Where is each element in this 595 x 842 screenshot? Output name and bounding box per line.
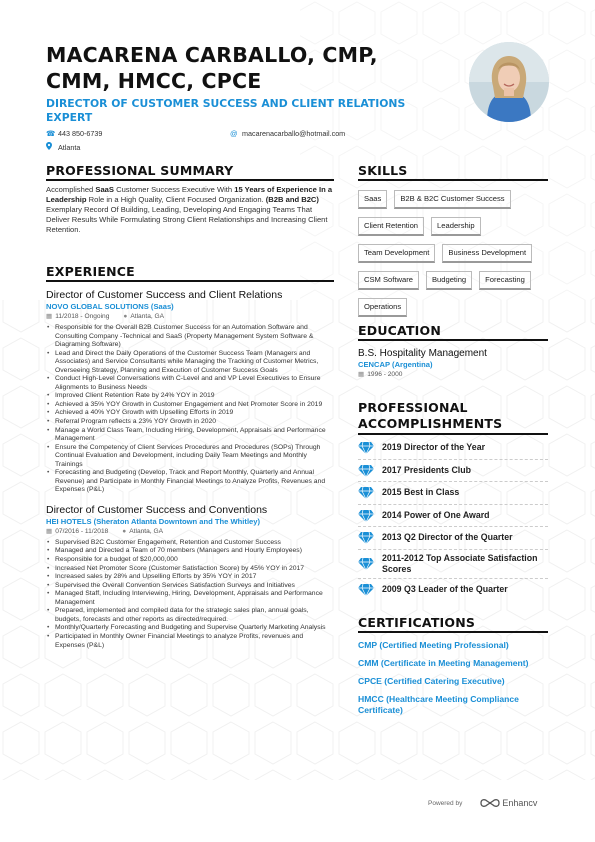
list-item: • Improved Client Retention Rate by 24% YOY in 2019 xyxy=(46,392,334,401)
job-bullets xyxy=(46,539,334,650)
school-name: CENCAP (Argentina) xyxy=(358,360,433,369)
calendar-icon: ▦ xyxy=(46,527,53,535)
list-item: • Supervised B2C Customer Engagement, Retention and Customer Success xyxy=(46,539,334,548)
list-item: • Ensure the Competency of Client Services Procedures and Procedures (SOPs) Through Continual Evaluation and Development, including Daily Team Meetings and Monthly Trainings xyxy=(46,444,334,470)
diamond-icon xyxy=(358,557,374,570)
accomplishments-section xyxy=(358,400,548,601)
footer xyxy=(428,798,537,808)
accomplishment-item: 2013 Q2 Director of the Quarter xyxy=(358,527,548,550)
accomplishment-item: 2017 Presidents Club xyxy=(358,460,548,483)
job-title: Director of Customer Success and Client Relations xyxy=(46,289,283,301)
job-dates: ▦ 07/2016 - 11/2018 xyxy=(46,527,109,535)
education-dates: ▦ 1996 - 2000 xyxy=(358,371,403,378)
phone-item[interactable] xyxy=(46,129,230,138)
summary-paragraph-2: Exemplary Record Of Building, Leading, Developing And Engaging Teams That Deliver Results While Formulating Strong Client Relationships and Increasing Client Retention. xyxy=(46,205,328,234)
candidate-name xyxy=(46,42,466,94)
skill-tag: Forecasting xyxy=(479,271,531,290)
location-pin-icon: ● xyxy=(122,527,127,535)
location-pin-icon xyxy=(46,142,58,152)
accomplishment-item: 2009 Q3 Leader of the Quarter xyxy=(358,579,548,602)
summary-body xyxy=(46,185,334,235)
diamond-icon xyxy=(358,509,374,522)
phone-text: 443 850-6739 xyxy=(58,128,103,138)
certification-item: HMCC (Healthcare Meeting Compliance Certificate) xyxy=(358,694,519,715)
accomplishments-heading: PROFESSIONAL ACCOMPLISHMENTS xyxy=(358,400,548,435)
skill-tag: Team Development xyxy=(358,244,435,263)
skills-section xyxy=(358,163,548,317)
job-entry-2 xyxy=(46,504,334,650)
skill-tag: Budgeting xyxy=(426,271,472,290)
title-line-1: DIRECTOR OF CUSTOMER SUCCESS AND CLIENT RELATIONS xyxy=(46,97,406,110)
summary-heading: PROFESSIONAL SUMMARY xyxy=(46,163,334,181)
list-item: • Responsible for the Overall B2B Customer Success for an Automation Software and Consulting Company -Technical and SaaS (Property Management System Software & Diagraming Software) xyxy=(46,324,334,350)
list-item: • Achieved a 40% YOY Growth with Upselling Efforts in 2019 xyxy=(46,409,334,418)
degree: B.S. Hospitality Management xyxy=(358,348,487,359)
job-dates: ▦ 11/2018 - Ongoing xyxy=(46,313,110,320)
list-item: • Lead and Direct the Daily Operations of the Customer Success Team (Managers and Associates) and Service Consultants while Managing the Tracking of Customer Metrics, Overseeing Strategy, Planning and Execution of Customer Success Goals xyxy=(46,350,334,376)
accomplishment-item: 2015 Best in Class xyxy=(358,482,548,505)
list-item: • Achieved a 35% YOY Growth in Customer Engagement and Net Promoter Score in 2019 xyxy=(46,401,334,410)
title-line-2: EXPERT xyxy=(46,111,93,124)
diamond-icon xyxy=(358,464,374,477)
certification-item: CMM (Certificate in Meeting Management) xyxy=(358,658,529,668)
resume-header xyxy=(46,42,466,125)
skill-tag: Operations xyxy=(358,298,407,317)
email-text: macarenacarballo@hotmail.com xyxy=(242,128,346,138)
accomplishment-item: 2011-2012 Top Associate Satisfaction Scores xyxy=(358,550,548,579)
brand-name: Enhancv xyxy=(502,798,538,808)
list-item: • Manage a World Class Team, Including Hiring, Development, Appraisals and Performance Management xyxy=(46,427,334,444)
name-line-1: MACARENA CARBALLO, CMP, xyxy=(46,43,378,67)
skill-tag: Leadership xyxy=(431,217,481,236)
contact-info xyxy=(46,126,446,154)
certification-item: CPCE (Certified Catering Executive) xyxy=(358,676,505,686)
company-name: NOVO GLOBAL SOLUTIONS (Saas) xyxy=(46,302,174,311)
experience-heading: EXPERIENCE xyxy=(46,264,334,282)
list-item: • Supervised the Overall Convention Services Satisfaction Surveys and Initiatives xyxy=(46,582,334,591)
job-meta xyxy=(46,312,334,322)
list-item: • Increased Net Promoter Score (Customer Satisfaction Score) by 45% YOY in 2017 xyxy=(46,565,334,574)
professional-summary-section xyxy=(46,163,334,235)
job-entry-1 xyxy=(46,289,334,495)
diamond-icon xyxy=(358,531,374,544)
summary-paragraph-1: Accomplished SaaS Customer Success Executive With 15 Years of Experience In a Leadership Role in a High Quality, Client Focused Organization. (B2B and B2C) xyxy=(46,185,333,204)
job-bullets xyxy=(46,324,334,495)
job-meta xyxy=(46,527,334,537)
at-icon: @ xyxy=(230,128,238,138)
skill-tag: Business Development xyxy=(442,244,532,263)
skill-tag: Saas xyxy=(358,190,387,209)
list-item: • Forecasting and Budgeting (Develop, Track and Report Monthly, Quarterly and Annual Revenue) and Participate in Monthly Financial Meetings to Analyze Profits, Revenues and Expenses (P&L) xyxy=(46,469,334,495)
accomplishment-item: 2014 Power of One Award xyxy=(358,505,548,528)
list-item: • Managed Staff, Including Interviewing, Hiring, Development, Appraisals and Performance Management xyxy=(46,590,334,607)
calendar-icon: ▦ xyxy=(358,371,365,378)
list-item: • Increased sales by 28% and Upselling Efforts by 35% YOY in 2017 xyxy=(46,573,334,582)
location-pin-icon: ● xyxy=(123,313,128,320)
certification-item: CMP (Certified Meeting Professional) xyxy=(358,640,509,650)
accomplishment-item: 2019 Director of the Year xyxy=(358,437,548,460)
enhancv-logo[interactable] xyxy=(480,798,537,808)
skill-tag: Client Retention xyxy=(358,217,424,236)
phone-icon: ☎ xyxy=(46,128,56,138)
candidate-title xyxy=(46,97,466,125)
job-location: ● Atlanta, GA xyxy=(123,313,165,320)
certifications-heading: CERTIFICATIONS xyxy=(358,615,548,633)
list-item: • Prepared, implemented and compiled data for the strategic sales plan, annual goals, budgets, forecasts and other reports as directed/required. xyxy=(46,607,334,624)
list-item: • Responsible for a budget of $20,000,000 xyxy=(46,556,334,565)
powered-by-label: Powered by xyxy=(428,799,463,807)
name-line-2: CMM, HMCC, CPCE xyxy=(46,69,262,93)
list-item: • Managed and Directed a Team of 70 members (Managers and Hourly Employees) xyxy=(46,547,334,556)
email-item[interactable] xyxy=(230,129,345,138)
certifications-section xyxy=(358,615,548,716)
education-section xyxy=(358,323,548,380)
list-item: • Conduct High-Level Conversations with C-Level and and VP Level Executives to Ensure Alignments to Business Needs xyxy=(46,375,334,392)
skills-heading: SKILLS xyxy=(358,163,548,181)
calendar-icon: ▦ xyxy=(46,313,53,320)
enhancv-logo-icon xyxy=(480,798,500,808)
diamond-icon xyxy=(358,583,374,596)
company-name: HEI HOTELS (Sheraton Atlanta Downtown and The Whitley) xyxy=(46,516,261,526)
profile-photo xyxy=(469,42,549,122)
diamond-icon xyxy=(358,486,374,499)
location-text: Atlanta xyxy=(58,142,81,152)
location-item xyxy=(46,142,80,152)
job-location: ● Atlanta, GA xyxy=(122,527,163,535)
skill-tag: B2B & B2C Customer Success xyxy=(394,190,510,209)
list-item: • Referral Program reflects a 23% YOY Growth in 2020 xyxy=(46,418,334,427)
experience-section xyxy=(46,264,334,650)
list-item: • Monthly/Quarterly Forecasting and Budgeting and Supervise Quarterly Marketing Analysis xyxy=(46,624,334,633)
job-title: Director of Customer Success and Conventions xyxy=(46,503,268,516)
skills-list xyxy=(358,190,548,317)
diamond-icon xyxy=(358,441,374,454)
accomplishments-list xyxy=(358,437,548,601)
skill-tag: CSM Software xyxy=(358,271,419,290)
list-item: • Participated in Monthly Owner Financial Meetings to analyze Profits, revenues and Expenses (P&L) xyxy=(46,633,334,650)
education-heading: EDUCATION xyxy=(358,323,548,341)
